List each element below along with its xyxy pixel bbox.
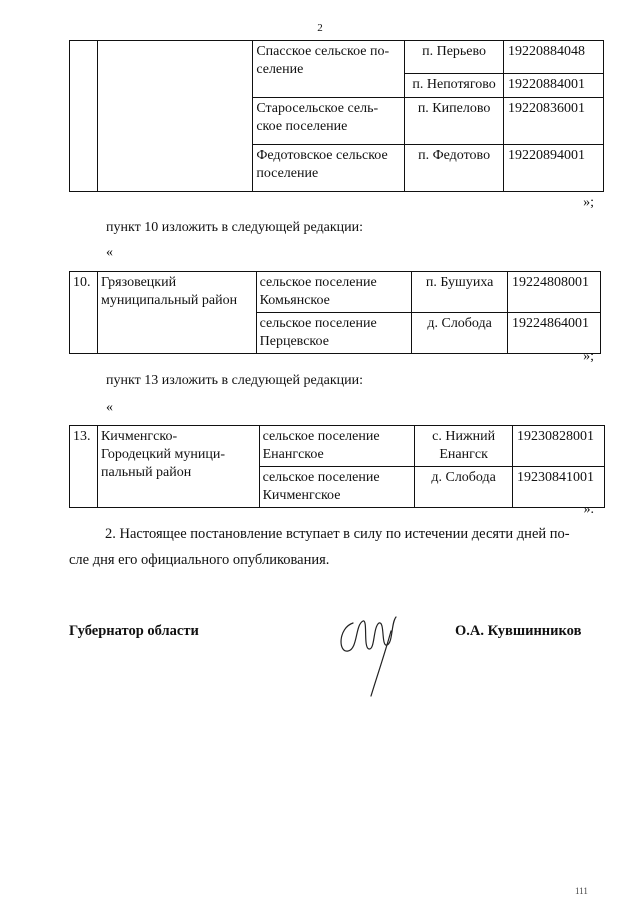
table-item10 (69, 271, 601, 354)
settlement-cell: сельское поселение Енангское (259, 426, 415, 467)
closing-quote: »; (583, 349, 594, 364)
code-cell: 19224808001 (508, 272, 601, 313)
settlement-cell: сельское поселение Перцевское (256, 313, 412, 354)
footer-mark: 111 (575, 886, 588, 896)
settlement-cell: сельское поселение Кичменгское (259, 467, 415, 508)
settlement-cell: сельское поселение Комьянское (256, 272, 412, 313)
settlement-cell: Спасское сельское по- селение (253, 41, 405, 98)
opening-quote: « (106, 400, 113, 415)
code-cell: 19220884048 (504, 41, 604, 74)
code-cell: 19220894001 (504, 145, 604, 192)
locality-cell: д. Слобода (415, 467, 513, 508)
table-row (70, 41, 604, 74)
locality-cell: п. Перьево (405, 41, 504, 74)
district-cell: Кичменгско- Городецкий муници- пальный район (97, 426, 259, 508)
handwritten-signature (333, 603, 403, 703)
locality-cell: п. Федотово (405, 145, 504, 192)
table-row (70, 272, 601, 313)
table-cell-empty (97, 41, 252, 192)
item-number: 13. (70, 426, 98, 508)
item-number: 10. (70, 272, 98, 354)
item13-intro: пункт 13 изложить в следующей редакции: (106, 373, 363, 388)
closing-quote: »; (583, 195, 594, 210)
opening-quote: « (106, 245, 113, 260)
closing-quote: ». (583, 502, 594, 517)
page-number: 2 (317, 22, 323, 34)
code-cell: 19230841001 (513, 467, 605, 508)
table-cell-empty (70, 41, 98, 192)
settlement-cell: Старосельское сель- ское поселение (253, 98, 405, 145)
locality-cell: п. Бушуиха (412, 272, 508, 313)
signatory-title: Губернатор области (69, 623, 199, 639)
locality-cell: д. Слобода (412, 313, 508, 354)
locality-cell: п. Кипелово (405, 98, 504, 145)
locality-cell: п. Непотягово (405, 74, 504, 98)
code-cell: 19224864001 (508, 313, 601, 354)
signatory-name: О.А. Кувшинников (455, 623, 582, 639)
code-cell: 19220836001 (504, 98, 604, 145)
code-cell: 19220884001 (504, 74, 604, 98)
district-cell: Грязовецкий муниципальный район (97, 272, 256, 354)
code-cell: 19230828001 (513, 426, 605, 467)
table-item13 (69, 425, 605, 508)
locality-cell: с. Нижний Енангск (415, 426, 513, 467)
item10-intro: пункт 10 изложить в следующей редакции: (106, 220, 363, 235)
table-continuation (69, 40, 604, 192)
table-row (70, 426, 605, 467)
paragraph-2: 2. Настоящее постановление вступает в силу по истечении десяти дней по- сле дня его официального опубликования. (69, 526, 570, 568)
settlement-cell: Федотовское сельское поселение (253, 145, 405, 192)
